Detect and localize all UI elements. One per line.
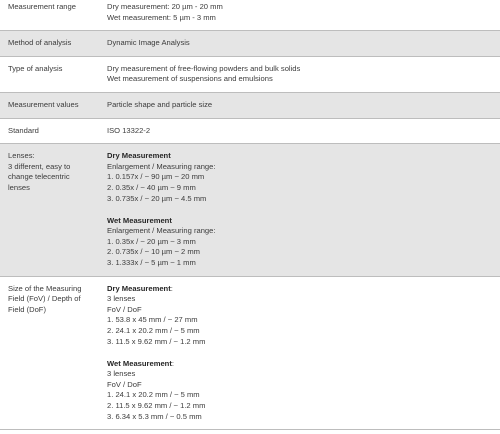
spec-label: Type of analysis	[8, 63, 63, 73]
list-item: 3. 11.5 x 9.62 mm / ~ 1.2 mm	[107, 336, 206, 346]
list-item: 1. 24.1 x 20.2 mm / ~ 5 mm	[107, 390, 200, 400]
list-item: 2. 24.1 x 20.2 mm / ~ 5 mm	[107, 325, 200, 335]
spec-row-standard	[0, 119, 500, 145]
lens-count: 3 lenses	[107, 294, 136, 304]
list-item: 3. 0.735x / ~ 20 µm ~ 4.5 mm	[107, 193, 207, 203]
spec-value-cell	[107, 151, 500, 268]
wet-field-group	[107, 359, 492, 423]
group-heading: Wet Measurement	[107, 215, 172, 225]
spec-value-cell	[107, 100, 500, 111]
spec-value-cell	[107, 64, 500, 85]
dry-field-group	[107, 284, 492, 348]
spec-value-cell	[107, 2, 500, 23]
spec-value-cell	[107, 284, 500, 423]
spec-value-line: Dynamic Image Analysis	[107, 38, 190, 48]
group-heading: Dry Measurement	[107, 151, 171, 161]
group-heading-suffix: :	[171, 358, 174, 368]
spec-label: Measurement range	[8, 2, 76, 11]
spec-label: Standard	[8, 125, 39, 135]
spec-label-note: 3 different, easy to change telecentric lenses	[8, 161, 71, 192]
spec-label: Method of analysis	[8, 38, 72, 48]
group-heading: Wet Measurement	[107, 358, 172, 368]
spec-value-line: Wet measurement of suspensions and emulsions	[107, 74, 273, 84]
spec-value-cell	[107, 126, 500, 137]
spec-label-cell	[0, 64, 107, 75]
spec-row-measurement-range	[0, 0, 500, 31]
list-item: 3. 1.333x / ~ 5 µm ~ 1 mm	[107, 258, 196, 267]
spec-row-field-of-view	[0, 277, 500, 431]
list-item: 2. 0.735x / ~ 10 µm ~ 2 mm	[107, 247, 201, 257]
lens-count: 3 lenses	[107, 369, 136, 379]
group-heading-line	[107, 359, 492, 370]
list-item: 1. 0.157x / ~ 90 µm ~ 20 mm	[107, 172, 205, 182]
list-item: 2. 0.35x / ~ 40 µm ~ 9 mm	[107, 182, 196, 192]
group-subheading: Enlargement / Measuring range:	[107, 226, 216, 236]
spec-label-cell	[0, 126, 107, 137]
list-item: 3. 6.34 x 5.3 mm / ~ 0.5 mm	[107, 411, 202, 421]
spec-label: Measurement values	[8, 99, 79, 109]
spec-row-lenses	[0, 144, 500, 276]
spec-value-line: Dry measurement of free-flowing powders and bulk solids	[107, 63, 301, 73]
spec-row-measurement-values	[0, 93, 500, 119]
spec-row-method-of-analysis	[0, 31, 500, 57]
spec-value-line: Dry measurement: 20 µm - 20 mm	[107, 2, 223, 11]
dry-lens-group	[107, 151, 492, 204]
wet-lens-group	[107, 216, 492, 269]
group-subheading: FoV / DoF	[107, 379, 142, 389]
spec-value-cell	[107, 38, 500, 49]
spec-value-line: ISO 13322-2	[107, 125, 151, 135]
spec-label-cell	[0, 38, 107, 49]
group-heading: Dry Measurement	[107, 283, 171, 293]
list-item: 1. 53.8 x 45 mm / ~ 27 mm	[107, 315, 198, 325]
list-item: 2. 11.5 x 9.62 mm / ~ 1.2 mm	[107, 401, 206, 411]
spec-label-cell	[0, 100, 107, 111]
spec-label: Size of the Measuring Field (FoV) / Depth of Field (DoF)	[8, 283, 82, 314]
group-subheading: Enlargement / Measuring range:	[107, 161, 216, 171]
spec-label-cell	[0, 2, 107, 13]
spec-label-title: Lenses:	[8, 151, 35, 161]
spec-value-line: Particle shape and particle size	[107, 99, 213, 109]
group-subheading: FoV / DoF	[107, 304, 142, 314]
spec-label-cell	[0, 151, 107, 193]
list-item: 1. 0.35x / ~ 20 µm ~ 3 mm	[107, 236, 196, 246]
spec-value-line: Wet measurement: 5 µm - 3 mm	[107, 12, 216, 22]
group-heading-suffix: :	[170, 283, 173, 293]
group-heading-line	[107, 284, 492, 295]
spec-label-cell	[0, 284, 107, 316]
spec-row-type-of-analysis	[0, 57, 500, 93]
